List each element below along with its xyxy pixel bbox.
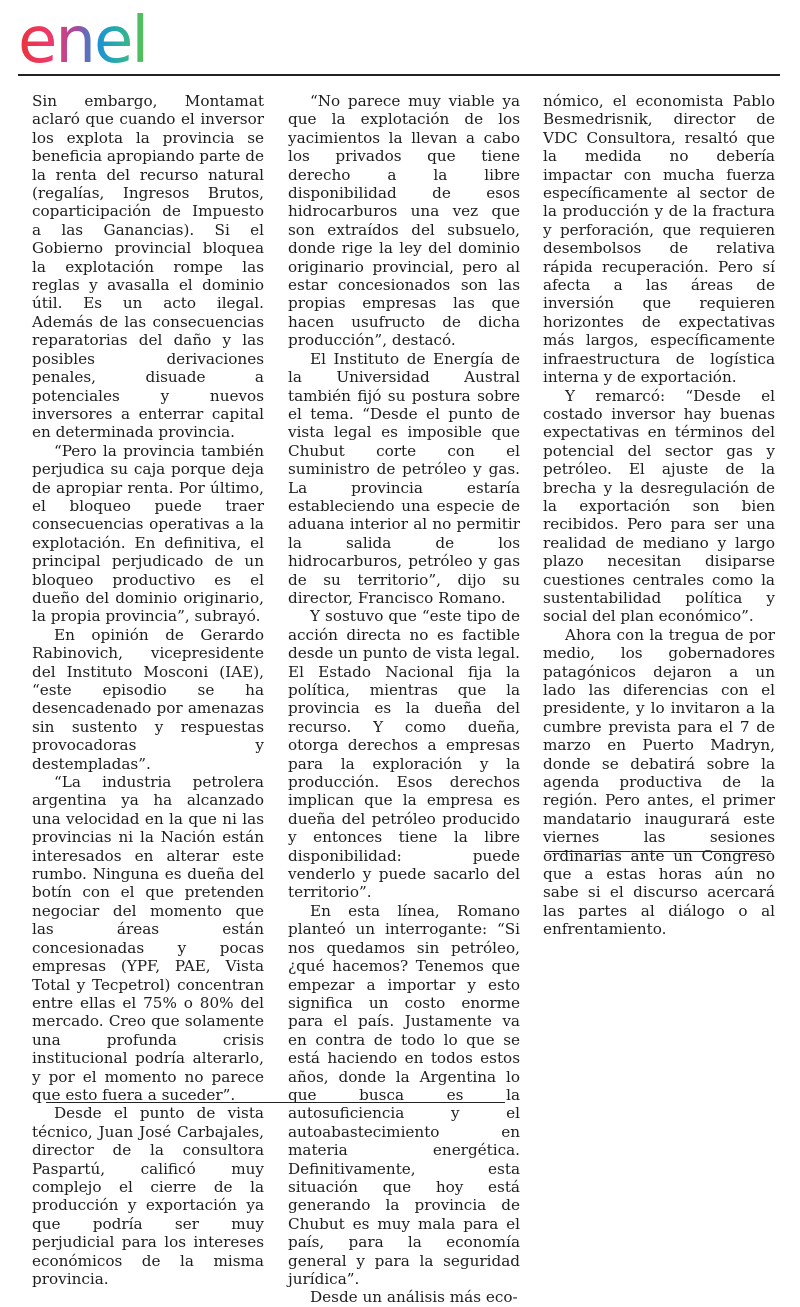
article-paragraph: “La industria petrolera argentina ya ha alcanzado una velocidad en la que ni las provincias ni la Nación están interesados en alterar este rumbo. Ninguna es dueña del botín con el que pretenden negociar del momento que las áreas están concesionadas y pocas empresas (YPF, PAE, Vista Total y Tecpetrol) concentran entre ellas el 75% o 80% del mercado. Creo que solamente una profunda crisis institucional podría alterarlo, y por el momento no parece que esto fuera a suceder”. [32,773,264,1104]
article-end-divider [46,1102,505,1103]
article-paragraph: Sin embargo, Montamat aclaró que cuando el inversor los explota la provincia se beneficia apropiando parte de la renta del recurso natural (regalías, Ingresos Brutos, coparticipación de Impuesto a las Ganancias). Si el Gobierno provincial bloquea la explotación rompe las reglas y avasalla el dominio útil. Es un acto ilegal. Además de las consecuencias reparatorias del daño y las posibles derivaciones penales, disuade a potenciales y nuevos inversores a enterrar capital en determinada provincia. [32,92,264,442]
article-paragraph: El Instituto de Energía de la Universidad Austral también fijó su postura sobre el tema. “Desde el punto de vista legal es imposible que Chubut corte con el suministro de petróleo y gas. La provincia estaría estableciendo una especie de aduana interior al no permitir la salida de los hidrocarburos, petróleo y gas de su territorio”, dijo su director, Francisco Romano. [288,349,520,607]
article-paragraph: Desde el punto de vista técnico, Juan José Carbajales, director de la consultora Paspartú, calificó muy complejo el cierre de la producción y exportación ya que podría ser muy perjudicial para los intereses económicos de la misma provincia. [32,1104,264,1288]
article-column-1 [32,92,264,1288]
enel-logo [16,8,186,70]
article-paragraph: nómico, el economista Pablo Besmedrisnik, director de VDC Consultora, resaltó que la medida no debería impactar con mucha fuerza específicamente al sector de la producción y de la fractura y perforación, que requieren desembolsos de relativa rápida recuperación. Pero sí afecta a las áreas de inversión que requieren horizontes de expectativas más largos, específicamente infraestructura de logística interna y de exportación. [543,92,775,387]
article-paragraph: Ahora con la tregua de por medio, los gobernadores patagónicos dejaron a un lado las diferencias con el presidente, y lo invitaron a la cumbre prevista para el 7 de marzo en Puerto Madryn, donde se debatirá sobre la agenda productiva de la región. Pero antes, el primer mandatario inaugurará este viernes las sesiones ordinarias ante un Congreso que a estas horas aún no sabe si el discurso acercará las partes al diálogo o al enfrentamiento. [543,625,775,939]
article-column-2 [288,92,520,1307]
article-column-3 [543,92,775,939]
article-paragraph: “No parece muy viable ya que la explotación de los yacimientos la llevan a cabo los privados que tiene derecho a la libre disponibilidad de esos hidrocarburos una vez que son extraídos del subsuelo, donde rige la ley del dominio originario provincial, pero al estar concesionados son las propias empresas las que hacen usufructo de dicha producción”, destacó. [288,92,520,350]
article-paragraph: Desde un análisis más eco- [310,1288,518,1307]
column-end-divider [545,851,771,852]
article-paragraph: En esta línea, Romano planteó un interrogante: “Si nos quedamos sin petróleo, ¿qué hacemos? Tenemos que empezar a importar y esto significa un costo enorme para el país. Justamente va en contra de todo lo que se está haciendo en todos estos años, donde la Argentina lo que busca es la autosuficiencia y el autoabastecimiento en materia energética. Definitivamente, esta situación que hoy está generando la provincia de Chubut es muy mala para el país, para la economía general y para la seguridad jurídica”. [288,901,520,1288]
article-paragraph: Y sostuvo que “este tipo de acción directa no es factible desde un punto de vista legal. El Estado Nacional fija la política, mientras que la provincia es la dueña del recurso. Y como dueña, otorga derechos a empresas para la exploración y la producción. Esos derechos implican que la empresa es dueña del petróleo producido y entonces tiene la libre disponibilidad: puede venderlo y puede sacarlo del territorio”. [288,607,520,902]
svg-text:enel: enel [18,8,148,70]
article-paragraph: “Pero la provincia también perjudica su caja porque deja de apropiar renta. Por último, el bloqueo puede traer consecuencias operativas a la explotación. En definitiva, el principal perjudicado de un bloqueo productivo es el dueño del dominio originario, la propia provincia”, subrayó. [32,441,264,626]
header-divider [18,74,780,76]
article-paragraph: En opinión de Gerardo Rabinovich, vicepresidente del Instituto Mosconi (IAE), “este episodio se ha desencadenado por amenazas sin sustento y respuestas provocadoras y destempladas”. [32,625,264,773]
article-paragraph: Y remarcó: “Desde el costado inversor hay buenas expectativas en términos del potencial del sector gas y petróleo. El ajuste de la brecha y la desregulación de la exportación son bien recibidos. Pero para ser una realidad de mediano y largo plazo necesitan disiparse cuestiones centrales como la sustentabilidad política y social del plan económico”. [543,386,775,626]
